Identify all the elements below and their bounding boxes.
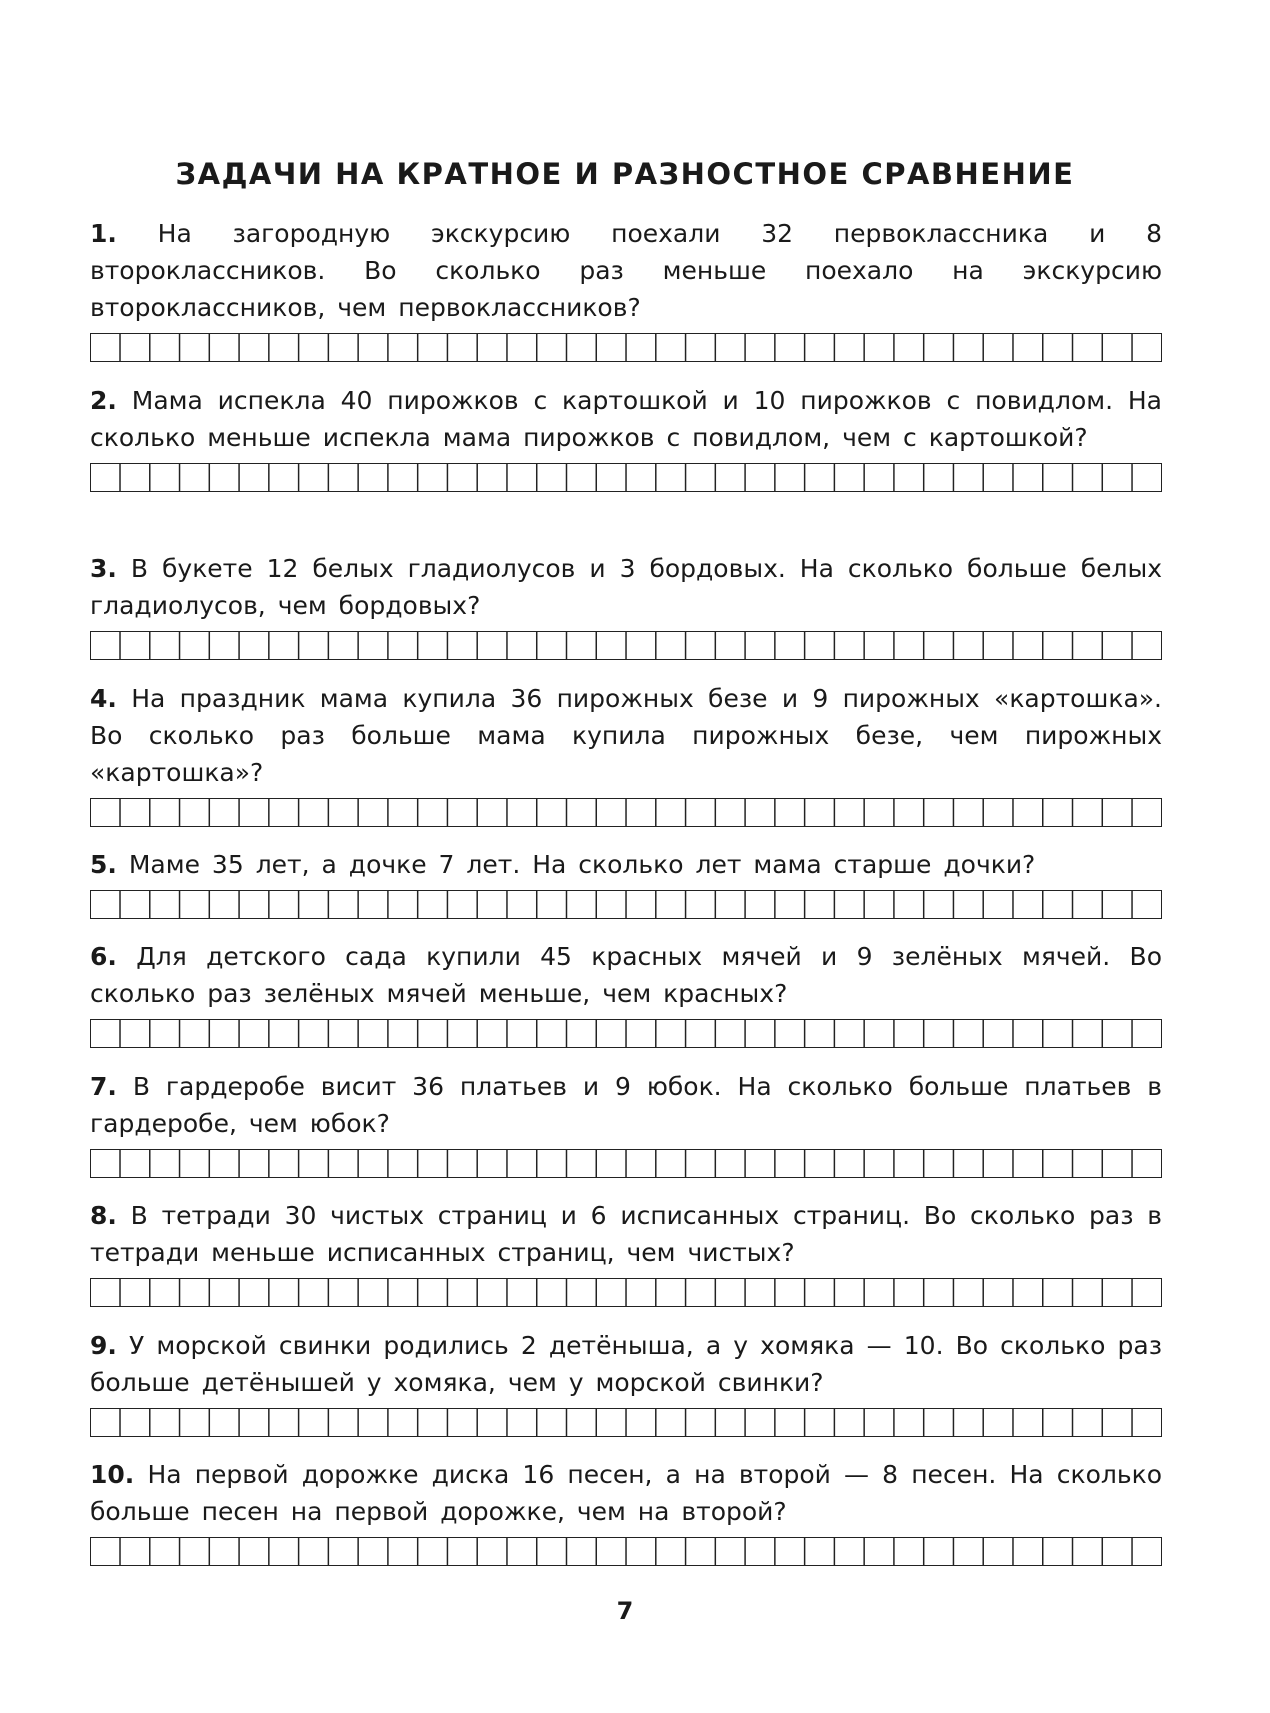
problem-statement: На загородную экскурсию поехали 32 первоклассника и 8 второклассников. Во сколько раз меньше поехало на экскурсию второклассников, чем первоклассников? — [90, 219, 1162, 322]
problem-6 — [90, 938, 1162, 1048]
problem-text — [90, 846, 1162, 883]
answer-cells[interactable] — [90, 890, 1162, 919]
problem-number: 2. — [90, 386, 117, 415]
answer-cells[interactable] — [90, 1149, 1162, 1178]
problem-7 — [90, 1068, 1162, 1178]
problem-statement: Мама испекла 40 пирожков с картошкой и 10 пирожков с повидлом. На сколько меньше испекла мама пирожков с повидлом, чем с картошкой? — [90, 386, 1162, 452]
problem-10 — [90, 1456, 1162, 1566]
problem-statement: В гардеробе висит 36 платьев и 9 юбок. На сколько больше платьев в гардеробе, чем юбок? — [90, 1072, 1162, 1138]
problem-number: 6. — [90, 942, 117, 971]
problem-statement: У морской свинки родились 2 детёныша, а у хомяка — 10. Во сколько раз больше детёнышей у хомяка, чем у морской свинки? — [90, 1331, 1162, 1397]
problem-5 — [90, 846, 1162, 919]
problem-statement: В букете 12 белых гладиолусов и 3 бордовых. На сколько больше белых гладиолусов, чем бордовых? — [90, 554, 1163, 620]
answer-cells[interactable] — [90, 333, 1162, 362]
answer-cells[interactable] — [90, 1278, 1162, 1307]
answer-cells[interactable] — [90, 1408, 1162, 1437]
problem-statement: В тетради 30 чистых страниц и 6 исписанных страниц. Во сколько раз в тетради меньше исписанных страниц, чем чистых? — [90, 1201, 1162, 1267]
problem-text — [90, 382, 1162, 456]
problem-number: 1. — [90, 219, 117, 248]
problem-statement: На праздник мама купила 36 пирожных безе и 9 пирожных «картошка». Во сколько раз больше мама купила пирожных безе, чем пирожных «картошка»? — [90, 684, 1163, 787]
problem-number: 4. — [90, 684, 117, 713]
answer-cells[interactable] — [90, 631, 1162, 660]
problem-text — [90, 550, 1162, 624]
answer-cells[interactable] — [90, 1019, 1162, 1048]
problem-9 — [90, 1327, 1162, 1437]
problem-8 — [90, 1197, 1162, 1307]
problem-number: 9. — [90, 1331, 117, 1360]
problem-text — [90, 680, 1162, 791]
problem-number: 7. — [90, 1072, 117, 1101]
problem-text — [90, 1327, 1162, 1401]
problem-number: 8. — [90, 1201, 117, 1230]
problem-statement: Маме 35 лет, а дочке 7 лет. На сколько лет мама старше дочки? — [128, 850, 1036, 879]
problem-number: 3. — [90, 554, 117, 583]
answer-cells[interactable] — [90, 1537, 1162, 1566]
problem-number: 10. — [90, 1460, 135, 1489]
answer-cells[interactable] — [90, 463, 1162, 492]
problem-text — [90, 1197, 1162, 1271]
problem-text — [90, 1068, 1162, 1142]
problem-statement: На первой дорожке диска 16 песен, а на второй — 8 песен. На сколько больше песен на первой дорожке, чем на второй? — [90, 1460, 1162, 1526]
page-title: ЗАДАЧИ НА КРАТНОЕ И РАЗНОСТНОЕ СРАВНЕНИЕ — [175, 157, 1075, 191]
page-number: 7 — [616, 1597, 634, 1625]
problem-text — [90, 215, 1162, 326]
problem-4 — [90, 680, 1162, 827]
answer-cells[interactable] — [90, 798, 1162, 827]
problem-3 — [90, 550, 1162, 660]
problem-number: 5. — [90, 850, 117, 879]
problem-statement: Для детского сада купили 45 красных мячей и 9 зелёных мячей. Во сколько раз зелёных мячей меньше, чем красных? — [90, 942, 1162, 1008]
problem-2 — [90, 382, 1162, 492]
problem-text — [90, 938, 1162, 1012]
problem-text — [90, 1456, 1162, 1530]
problem-1 — [90, 215, 1162, 362]
